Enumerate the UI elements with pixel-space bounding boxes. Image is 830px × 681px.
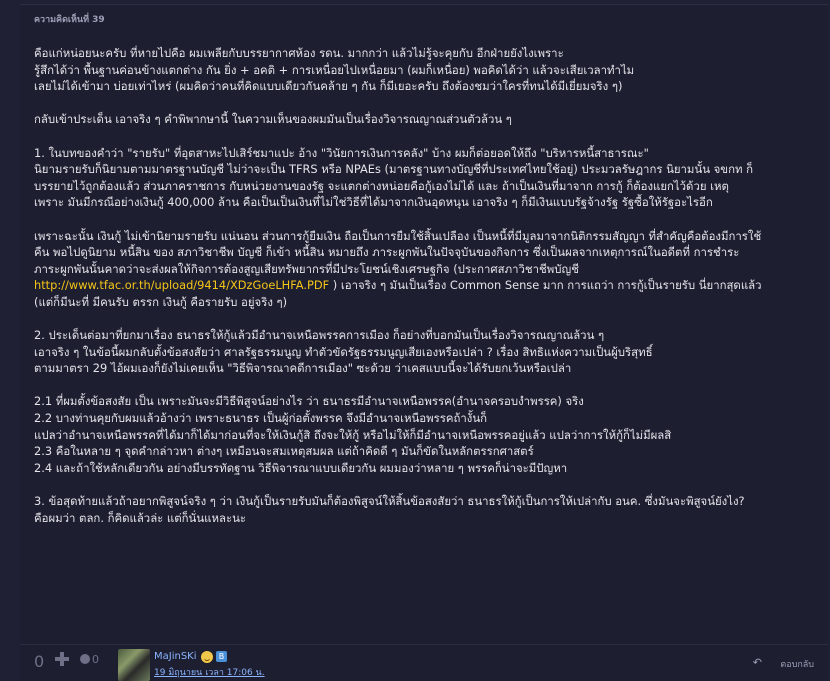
comment-number: ความคิดเห็นที่ 39	[34, 15, 105, 25]
text-line: 2. ประเด็นต่อมาที่ยกมาเรื่อง ธนาธรให้กู้แล้วมีอำนาจเหนือพรรคการเมือง ก็อย่างที่บอกมันเป็นเรื่องวิจารณญาณล้วน ๆ	[34, 328, 605, 343]
text-line: คือแก่หน่อยนะครับ ที่หายไปคือ ผมเพลียกับบรรยากาศห้อง รดน. มากกว่า แล้วไม่รู้จะคุยกับ อีกฝ่ายยังไงเพราะ	[34, 46, 564, 60]
smile-emoji-icon	[201, 651, 213, 663]
text-line: กลับเข้าประเด็น เอาจริง ๆ คำพิพากษานี้ ในความเห็นของผมมันเป็นเรื่องวิจารณญาณส่วนตัวล้วน ๆ	[34, 112, 512, 127]
text-line: นิยามรายรับก็นิยามตามมาตรฐานบัญชี ไม่ว่าจะเป็น TFRS หรือ NPAEs (มาตรฐานทางบัญชีที่ประเทศไทยใช้อยู่) ประมวลรัษฎากร นิยามนั้น จขกท ก็	[34, 162, 754, 177]
link-trailing-text: ) เอาจริง ๆ มันเป็นเรื่อง Common Sense มาก การแถว่า การกู้เป็นรายรับ นี่ยากสุดแล้ว	[329, 278, 762, 293]
comment-footer	[20, 644, 828, 681]
avatar[interactable]	[118, 649, 150, 681]
text-line: เอาจริง ๆ ในข้อนี้ผมกลับตั้งข้อสงสัยว่า ศาลรัฐธรรมนูญ ทำตัวขัดรัฐธรรมนูญเสียเองหรือเปล่า ? เรื่อง สิทธิแห่งความเป็นผู้บริสุทธิ์	[34, 344, 653, 359]
text-line: รู้สึกได้ว่า พื้นฐานค่อนข้างแตกต่าง กัน ยิ่ง + อคติ + การเหนื่อยไปเหนื่อยมา (ผมก็เหนื่อย) พอคิดได้ว่า แล้วจะเสียเวลาทำไม	[34, 62, 635, 77]
text-line: เลยไม่ได้เข้ามา บ่อยเท่าไหร่ (ผมคิดว่าคนที่คิดแบบเดียวกันคล้าย ๆ กัน ก็มีเยอะครับ ถึงต้องชมว่าใครที่ทนได้มีเยี่ยมจริง ๆ)	[34, 79, 623, 94]
text-line: แปลว่าอำนาจเหนือพรรคที่ได้มาก็ได้มาก่อนที่จะให้เงินกู้สิ ถึงจะให้กู้ หรือไม่ให้ก็มีอำนาจเหนือพรรคอยู่แล้ว แปลว่าการให้กู้ก็ไม่มีผลสิ	[34, 427, 672, 442]
text-line: คืน พอไปดูนิยาม หนี้สิน ของ สภาวิชาชีพ บัญชี ก็เข้า หนี้สิน หมายถึง ภาระผูกพันในปัจจุบันของกิจการ ซึ่งเป็นผลจากเหตุการณ์ในอดีตที่ การชำระ	[34, 245, 740, 260]
paragraph-7	[34, 493, 824, 526]
comment-body	[34, 45, 824, 543]
text-line: 3. ข้อสุดท้ายแล้วถ้าอยากพิสูจน์จริง ๆ ว่า เงินกู้เป็นรายรับมันก็ต้องพิสูจน์ให้สิ้นข้อสงสัยว่า ธนาธรให้กู้เป็นการให้เปล่ากับ อนค. ซึ่งมันจะพิสูจน์ยังไง?	[34, 494, 745, 509]
reply-button[interactable]: ตอบกลับ	[780, 660, 814, 670]
text-line: บรรยายไว้ถูกต้องแล้ว ส่วนภาคราชการ กับหน่วยงานของรัฐ จะแตกต่างหน่อยคือกู้เองไม่ได้ และ ถ้าเป็นเงินที่มาจาก การกู้ ก็ต้องแยกไว้ด้วย เหตุ	[34, 178, 729, 193]
text-line: 2.4 และถ้าใช้หลักเดียวกัน อย่างมีบรรทัดฐาน วิธีพิจารณาแบบเดียวกัน ผมมองว่าหลาย ๆ พรรคก็น่าจะมีปัญหา	[34, 460, 568, 475]
paragraph-3	[34, 145, 824, 211]
paragraph-5	[34, 327, 824, 377]
tfac-pdf-link[interactable]: http://www.tfac.or.th/upload/9414/XDzGoeLHFA.PDF	[34, 278, 330, 293]
text-line: 1. ในบทของคำว่า "รายรับ" ที่อุตสาหะไปเสิร์ชมาแปะ อ้าง "วินัยการเงินการคลัง" บ้าง ผมก็ต่อยอดให้ถึง "บริหารหนี้สาธารณะ"	[34, 145, 649, 160]
text-line: คือผมว่า ตลก. ก็คิดแล้วล่ะ แต่ก็นั่นแหละนะ	[34, 510, 246, 525]
paragraph-4	[34, 228, 824, 311]
vote-count: 0	[34, 652, 45, 671]
post-date-link[interactable]: 19 มิถุนายน เวลา 17:06 น.	[154, 668, 265, 678]
emotion-icon[interactable]	[80, 654, 90, 664]
text-line-with-link	[34, 277, 824, 294]
paragraph-2	[34, 111, 824, 128]
text-line: (แต่ก็มีนะที่ มีคนรับ ตรรก เงินกู้ คือรายรับ อยู่จริง ๆ)	[34, 294, 288, 309]
text-line: ตามมาตรา 29 ไอ้ผมเองก็ยังไม่เคยเห็น "วิธีพิจารณาคดีการเมือง" ซะด้วย ว่าเคสแบบนี้จะได้รับยกเว้นหรือเปล่า	[34, 361, 572, 376]
text-line: ภาระผูกพันนั้นคาดว่าจะส่งผลให้กิจการต้องสูญเสียทรัพยากรที่มีประโยชน์เชิงเศรษฐกิจ (ประกาศสภาวิชาชีพบัญชี	[34, 261, 579, 276]
comment-card	[20, 4, 828, 681]
text-line: 2.3 คือในหลาย ๆ จุดคำกล่าวหา ต่างๆ เหมือนจะสมเหตุสมผล แต่ถ้าคิดดี ๆ มันก็ขัดในหลักตรรกศาสตร์	[34, 444, 534, 459]
reply-icon[interactable]: ↶	[752, 656, 762, 669]
member-badge-icon: B	[216, 651, 227, 662]
paragraph-6	[34, 393, 824, 476]
text-line: เพราะฉะนั้น เงินกู้ ไม่เข้านิยามรายรับ แน่นอน ส่วนการกู้ยืมเงิน ถือเป็นการยืมใช้สิ้นเปลือง เป็นหนี้ที่มีมูลมาจากนิติกรรมสัญญา ที่สำคัญคือต้องมีการใช้	[34, 228, 762, 243]
text-line: 2.1 ที่ผมตั้งข้อสงสัย เป็น เพราะมันจะมีวิธีพิสูจน์อย่างไร ว่า ธนาธรมีอำนาจเหนือพรรค(อำนาจครอบงำพรรค) จริง	[34, 394, 584, 409]
paragraph-1	[34, 45, 824, 95]
text-line: 2.2 บางท่านคุยกับผมแล้วอ้างว่า เพราะธนาธร เป็นผู้ก่อตั้งพรรค จึงมีอำนาจเหนือพรรคถ้างั้นก็	[34, 411, 488, 426]
plus-vote-icon[interactable]	[54, 651, 70, 667]
emotion-count: 0	[92, 653, 99, 666]
username-link[interactable]: MaJinSKi	[154, 651, 197, 662]
text-line: เพราะ มันมีกรณีอย่างเงินกู้ 400,000 ล้าน คือเป็นเป็นเงินที่ไม่ใช่วิธีที่ได้มาจากเงินอุดหนุน เอาจริง ๆ ก็มีเงินแบบรัฐจ้างรัฐ รัฐซื้อให้รัฐอะไรอีก	[34, 195, 713, 210]
